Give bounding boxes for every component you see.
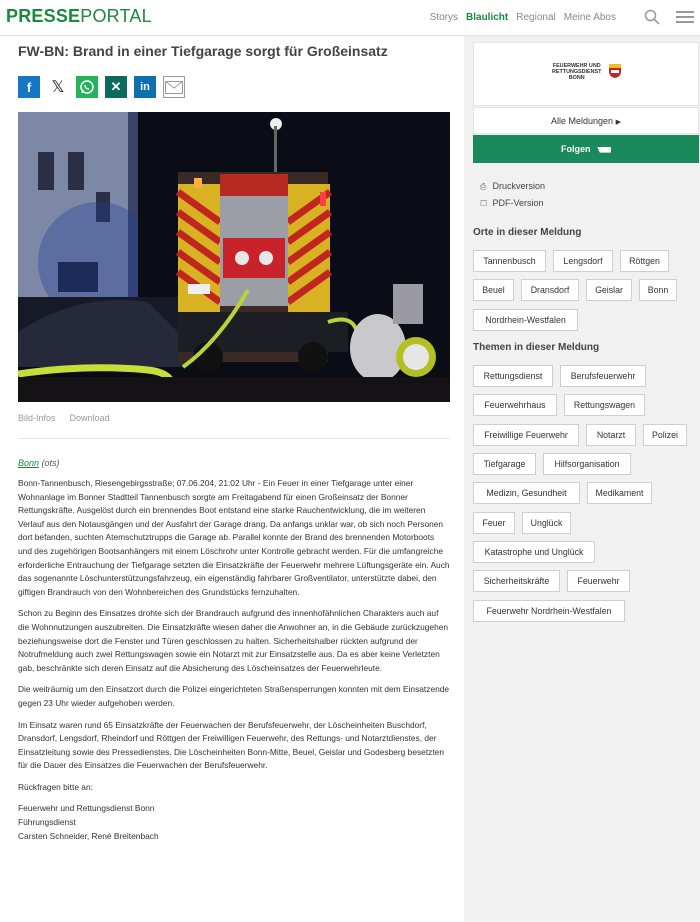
divider xyxy=(18,438,450,439)
image-download-tab[interactable]: Download xyxy=(69,413,110,423)
tag-topic[interactable]: Feuerwehrhaus xyxy=(473,394,557,416)
tag-topic[interactable]: Freiwillige Feuerwehr xyxy=(473,424,579,446)
menu-icon[interactable] xyxy=(676,11,694,24)
tag-place[interactable]: Nordrhein-Westfalen xyxy=(473,309,578,331)
tag-place[interactable]: Tannenbusch xyxy=(473,250,546,272)
org-name-line: FEUERWEHR UND xyxy=(552,63,601,69)
tag-topic[interactable]: Feuer xyxy=(473,512,515,534)
tag-place[interactable]: Geislar xyxy=(586,279,632,301)
all-messages-label: Alle Meldungen xyxy=(551,116,614,126)
dateline-agency: (ots) xyxy=(41,458,60,468)
main-content xyxy=(0,36,464,922)
dateline-place-link[interactable]: Bonn xyxy=(18,458,40,468)
top-nav xyxy=(430,12,616,23)
image-info-tab[interactable]: Bild-Infos xyxy=(18,413,56,423)
tag-topic[interactable]: Polizei xyxy=(643,424,687,446)
nav-regional[interactable]: Regional xyxy=(516,12,556,23)
mail-icon[interactable] xyxy=(163,76,185,98)
tag-place[interactable]: Röttgen xyxy=(620,250,669,272)
pdf-link[interactable] xyxy=(480,195,545,212)
play-icon: ▶ xyxy=(615,119,621,126)
tag-topic[interactable]: Medizin, Gesundheit xyxy=(473,482,580,504)
tag-topic[interactable]: Feuerwehr Nordrhein-Westfalen xyxy=(473,600,625,622)
sidebar xyxy=(464,36,700,922)
follow-label: Folgen xyxy=(560,144,591,154)
tag-place[interactable]: Bonn xyxy=(639,279,677,301)
article-body xyxy=(18,477,450,843)
logo-bold-text: PRESSE xyxy=(6,6,81,26)
tag-topic[interactable]: Berufsfeuerwehr xyxy=(560,365,646,387)
tag-place[interactable]: Lengsdorf xyxy=(553,250,613,272)
bonn-crest-icon xyxy=(608,63,622,79)
share-bar xyxy=(18,76,185,98)
topics-title: Themen in dieser Meldung xyxy=(473,342,600,353)
tag-topic[interactable]: Rettungsdienst xyxy=(473,365,553,387)
facebook-icon[interactable]: f xyxy=(18,76,40,98)
contact-line: Carsten Schneider, René Breitenbach xyxy=(18,830,159,841)
tag-place[interactable]: Beuel xyxy=(473,279,514,301)
top-bar xyxy=(0,0,700,36)
tag-topic[interactable]: Notarzt xyxy=(586,424,636,446)
tag-topic[interactable]: Tiefgarage xyxy=(473,453,536,475)
image-tabs xyxy=(18,413,110,423)
publisher-logo xyxy=(552,63,601,81)
article-photo[interactable] xyxy=(18,112,450,402)
nav-blaulicht[interactable]: Blaulicht xyxy=(466,12,509,23)
tag-topic[interactable]: Katastrophe und Unglück xyxy=(473,541,595,563)
xing-icon[interactable]: ✕ xyxy=(105,76,127,98)
org-name-line: RETTUNGSDIENST xyxy=(552,69,602,75)
contact-line: Feuerwehr und Rettungsdienst Bonn xyxy=(18,803,155,814)
tag-topic[interactable]: Medikament xyxy=(587,482,652,504)
article-title: FW-BN: Brand in einer Tiefgarage sorgt für Großeinsatz xyxy=(18,43,388,59)
places-title: Orte in dieser Meldung xyxy=(473,227,582,238)
all-messages-link[interactable] xyxy=(473,107,699,134)
org-name-line: BONN xyxy=(568,75,585,81)
contact-title: Rückfragen bitte an: xyxy=(18,781,93,792)
print-link[interactable] xyxy=(480,178,545,195)
nav-storys[interactable]: Storys xyxy=(429,12,459,23)
tag-place[interactable]: Dransdorf xyxy=(521,279,579,301)
pdf-label: PDF-Version xyxy=(492,198,544,208)
print-links xyxy=(480,178,545,212)
print-icon: ⎙ xyxy=(480,182,487,191)
article-paragraph: Die weiträumig um den Einsatzort durch die Polizei eingerichteten Straßensperrungen konnten mit dem Einsatzende gegen 23 Uhr wieder aufgehoben werden. xyxy=(18,684,450,708)
bell-icon xyxy=(597,147,611,153)
article-paragraph: Im Einsatz waren rund 65 Einsatzkräfte der Feuerwachen der Berufsfeuerwehr, der Löscheinheiten Buschdorf, Dransdorf, Lengsdorf, Rheindorf und Röttgen der Freiwilligen Feuerwehr, des Rettungs- und Notarztdienstes, der Einsatzleitung sowie des Pressedienstes. Die Löscheinheiten Bonn-Mitte, Beuel, Geislar und Godesberg besetzten für die Dauer des Einsatzes die Feuerwachen der Berufsfeuerwehr. xyxy=(18,719,444,771)
pdf-icon: ☐ xyxy=(480,199,488,208)
logo-light-text: PORTAL xyxy=(80,6,152,26)
tag-topic[interactable]: Sicherheitskräfte xyxy=(473,570,560,592)
presseportal-logo[interactable] xyxy=(6,6,152,27)
dateline xyxy=(18,458,60,468)
tag-topic[interactable]: Feuerwehr xyxy=(567,570,630,592)
search-icon[interactable] xyxy=(644,9,660,25)
article-paragraph: Bonn-Tannenbusch, Riesengebirgsstraße; 07.06.204, 21:02 Uhr - Ein Feuer in einer Tiefgarage unter einer Wohnanlage im Bonner Stadtteil Tannenbusch sorgte am Freitagabend für einen Großeinsatz der Bonner Rettungskräfte. Ausgelöst durch ein brennendes Boot entstand eine starke Rauchentwicklung, die im weiteren Verlauf aus den Notausgängen und der Ausfahrt der Garage drang. Da anfangs unklar war, ob sich noch Personen dort befanden, suchten Atemschutztrupps die Garage ab. Parallel konnte der Brand des brennenden Motorboots und des zugehörigen Bootsanhängers mit einem Löschrohr unter Kontrolle gebracht werden. Für die umfangreiche erforderliche Entrauchung der Tiefgarage setzten die Einsatzkräfte der Feuerwehr mehrere Lüftungsgeräte ein. Auch das sogenannte Löschunterstützungsfahrzeug, ein eigenständig fahrbarer Großventilator, unterstützte dabei, den giftigen Brandrauch von den Wohnbereichen des Grundstücks fernzuhalten. xyxy=(18,478,450,597)
follow-button[interactable] xyxy=(473,135,699,163)
whatsapp-icon[interactable] xyxy=(76,76,98,98)
print-label: Druckversion xyxy=(492,181,546,191)
tag-topic[interactable]: Hilfsorganisation xyxy=(543,453,631,475)
tag-topic[interactable]: Rettungswagen xyxy=(564,394,645,416)
contact-line: Führungsdienst xyxy=(18,817,76,828)
x-icon[interactable]: 𝕏 xyxy=(47,76,69,98)
nav-meine-abos[interactable]: Meine Abos xyxy=(563,12,616,23)
publisher-logo-box[interactable] xyxy=(473,42,699,106)
tag-topic[interactable]: Unglück xyxy=(522,512,571,534)
article-paragraph: Schon zu Beginn des Einsatzes drohte sich der Brandrauch aufgrund des innenhofähnlichen Charakters auch auf die Wohnnutzungen auszubreiten. Die Einsatzkräfte wiesen daher die Anwohner an, in die Gebäude zurückzugehen beziehungsweise dort die Fenster und Türen geschlossen zu halten. Sicherheitshalber rückten aufgrund der Notrufmeldung auch zwei Rettungswagen sowie ein Notarzt mit zur Einsatzstelle aus. Da es aber keine Verletzten gab, beschränkte sich deren Einsatz auf die Absicherung des Löscheinsatzes der Feuerwehrleute. xyxy=(18,608,449,673)
linkedin-icon[interactable]: in xyxy=(134,76,156,98)
